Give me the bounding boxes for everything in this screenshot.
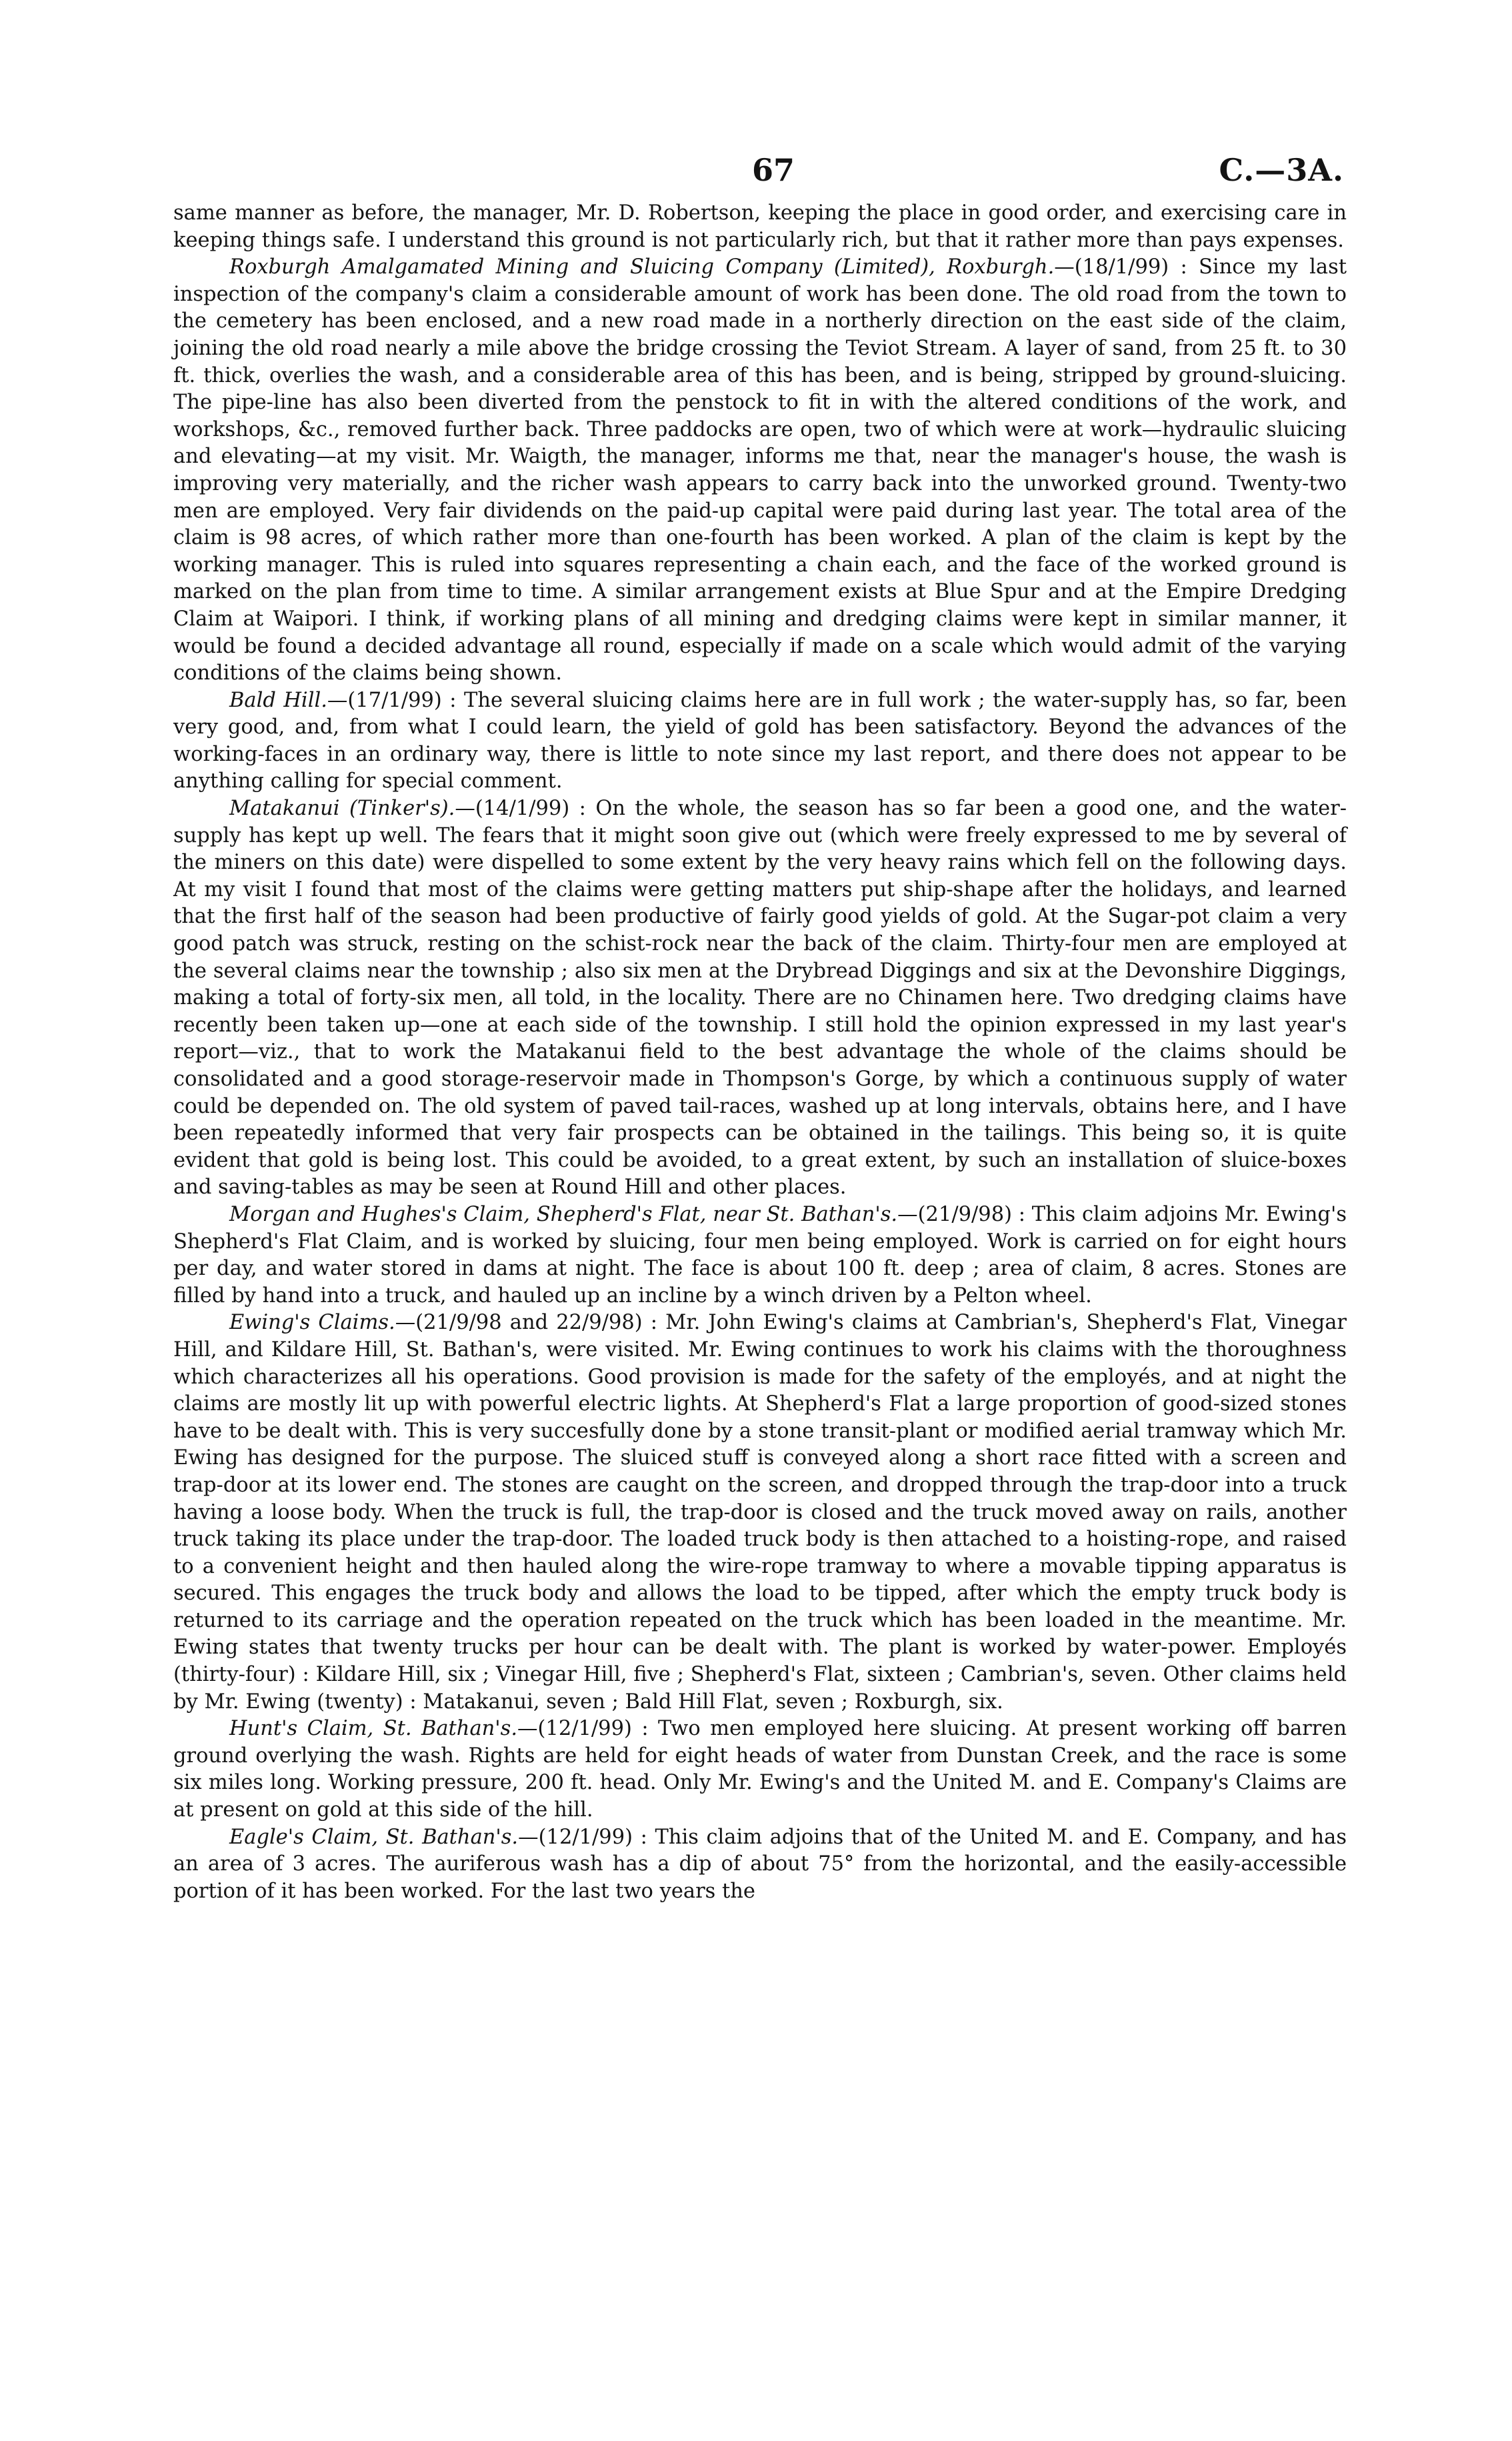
paragraph-text: —(12/1/99) : Two men employed here sluicing. At present working off barren ground overlying the wash. Rights are held for eight heads of water from Dunstan Creek, and the race is some six miles long. Working pressure, 200 ft. head. Only Mr. Ewing's and the United M. and E. Company's Claims are at present on gold at this side of the hill.	[173, 1717, 1347, 1822]
paragraph-heading: Ewing's Claims.	[229, 1311, 395, 1335]
paragraph-heading: Roxburgh Amalgamated Mining and Sluicing Company (Limited), Roxburgh.	[229, 255, 1055, 279]
paragraph-heading: Matakanui (Tinker's).	[229, 797, 455, 821]
paragraph-text: same manner as before, the manager, Mr. D. Robertson, keeping the place in good order, and exercising care in keeping things safe. I understand this ground is not particularly rich, but that it rather more than pays expenses.	[173, 201, 1347, 252]
paragraph-text: —(17/1/99) : The several sluicing claims here are in full work ; the water-supply has, so far, been very good, and, from what I could learn, the yield of gold has been satisfactory. Beyond the advances of the working-faces in an ordinary way, there is little to note since my last report, and there does not appear to be anything calling for special comment.	[173, 688, 1347, 793]
paragraph-bald-hill	[173, 687, 1347, 795]
paragraph-text: —(21/9/98 and 22/9/98) : Mr. John Ewing's claims at Cambrian's, Shepherd's Flat, Vinegar Hill, and Kildare Hill, St. Bathan's, were visited. Mr. Ewing continues to work his claims with the thoroughness which characterizes all his operations. Good provision is made for the safety of the employés, and at night the claims are mostly lit up with powerful electric lights. At Shepherd's Flat a large proportion of good-sized stones have to be dealt with. This is very succesfully done by a stone transit-plant or modified aerial tramway which Mr. Ewing has designed for the purpose. The sluiced stuff is conveyed along a short race fitted with a screen and trap-door at its lower end. The stones are caught on the screen, and dropped through the trap-door into a truck having a loose body. When the truck is full, the trap-door is closed and the truck moved away on rails, another truck taking its place under the trap-door. The loaded truck body is then attached to a hoisting-rope, and raised to a convenient height and then hauled along the wire-rope tramway to where a movable tipping apparatus is secured. This engages the truck body and allows the load to be tipped, after which the empty truck body is returned to its carriage and the operation repeated on the truck which has been loaded in the meantime. Mr. Ewing states that twenty trucks per hour can be dealt with. The plant is worked by water-power. Employés (thirty-four) : Kildare Hill, six ; Vinegar Hill, five ; Shepherd's Flat, sixteen ; Cambrian's, seven. Other claims held by Mr. Ewing (twenty) : Matakanui, seven ; Bald Hill Flat, seven ; Roxburgh, six.	[173, 1311, 1347, 1714]
paragraph-continuation	[173, 200, 1347, 254]
body-text	[173, 200, 1347, 1905]
paragraph-matakanui	[173, 795, 1347, 1201]
paragraph-hunt	[173, 1716, 1347, 1824]
paragraph-text: —(18/1/99) : Since my last inspection of the company's claim a considerable amount of work has been done. The old road from the town to the cemetery has been enclosed, and a new road made in a northerly direction on the east side of the claim, joining the old road nearly a mile above the bridge crossing the Teviot Stream. A layer of sand, from 25 ft. to 30 ft. thick, overlies the wash, and a considerable area of this has been, and is being, stripped by ground-sluicing. The pipe-line has also been diverted from the penstock to fit in with the altered conditions of the work, and workshops, &c., removed further back. Three paddocks are open, two of which were at work—hydraulic sluicing and elevating—at my visit. Mr. Waigth, the manager, informs me that, near the manager's house, the wash is improving very materially, and the richer wash appears to carry back into the unworked ground. Twenty-two men are employed. Very fair dividends on the paid-up capital were paid during last year. The total area of the claim is 98 acres, of which rather more than one-fourth has been worked. A plan of the claim is kept by the working manager. This is ruled into squares representing a chain each, and the face of the worked ground is marked on the plan from time to time. A similar arrangement exists at Blue Spur and at the Empire Dredging Claim at Waipori. I think, if working plans of all mining and dredging claims were kept in similar manner, it would be found a decided advantage all round, especially if made on a scale which would admit of the varying conditions of the claims being shown.	[173, 255, 1347, 685]
page-number: 67	[751, 152, 795, 188]
paragraph-text: —(21/9/98) : This claim adjoins Mr. Ewing's Shepherd's Flat Claim, and is worked by sluicing, four men being employed. Work is carried on for eight hours per day, and water stored in dams at night. The face is about 100 ft. deep ; area of claim, 8 acres. Stones are filled by hand into a truck, and hauled up an incline by a winch driven by a Pelton wheel.	[173, 1202, 1347, 1308]
paragraph-ewing	[173, 1310, 1347, 1716]
paragraph-roxburgh	[173, 254, 1347, 687]
paragraph-morgan-hughes	[173, 1201, 1347, 1310]
document-reference: C.—3A.	[1219, 152, 1344, 188]
paragraph-text: —(12/1/99) : This claim adjoins that of the United M. and E. Company, and has an area of 3 acres. The auriferous wash has a dip of about 75° from the horizontal, and the easily-accessible portion of it has been worked. For the last two years the	[173, 1825, 1347, 1903]
paragraph-heading: Eagle's Claim, St. Bathan's.	[229, 1825, 519, 1849]
paragraph-heading: Hunt's Claim, St. Bathan's.	[229, 1717, 518, 1741]
paragraph-eagle	[173, 1824, 1347, 1906]
paragraph-text: —(14/1/99) : On the whole, the season has so far been a good one, and the water-supply has kept up well. The fears that it might soon give out (which were freely expressed to me by several of the miners on this date) were dispelled to some extent by the very heavy rains which fell on the following days. At my visit I found that most of the claims were getting matters put ship-shape after the holidays, and learned that the first half of the season had been productive of fairly good yields of gold. At the Sugar-pot claim a very good patch was struck, resting on the schist-rock near the back of the claim. Thirty-four men are employed at the several claims near the township ; also six men at the Drybread Diggings and six at the Devonshire Diggings, making a total of forty-six men, all told, in the locality. There are no Chinamen here. Two dredging claims have recently been taken up—one at each side of the township. I still hold the opinion expressed in my last year's report—viz., that to work the Matakanui field to the best advantage the whole of the claims should be consolidated and a good storage-reservoir made in Thompson's Gorge, by which a continuous supply of water could be depended on. The old system of paved tail-races, washed up at long intervals, obtains here, and I have been repeatedly informed that very fair prospects can be obtained in the tailings. This being so, it is quite evident that gold is being lost. This could be avoided, to a great extent, by such an installation of sluice-boxes and saving-tables as may be seen at Round Hill and other places.	[173, 797, 1347, 1199]
paragraph-heading: Morgan and Hughes's Claim, Shepherd's Flat, near St. Bathan's.	[229, 1202, 898, 1226]
page-header	[0, 152, 1512, 192]
paragraph-heading: Bald Hill.	[229, 688, 327, 712]
